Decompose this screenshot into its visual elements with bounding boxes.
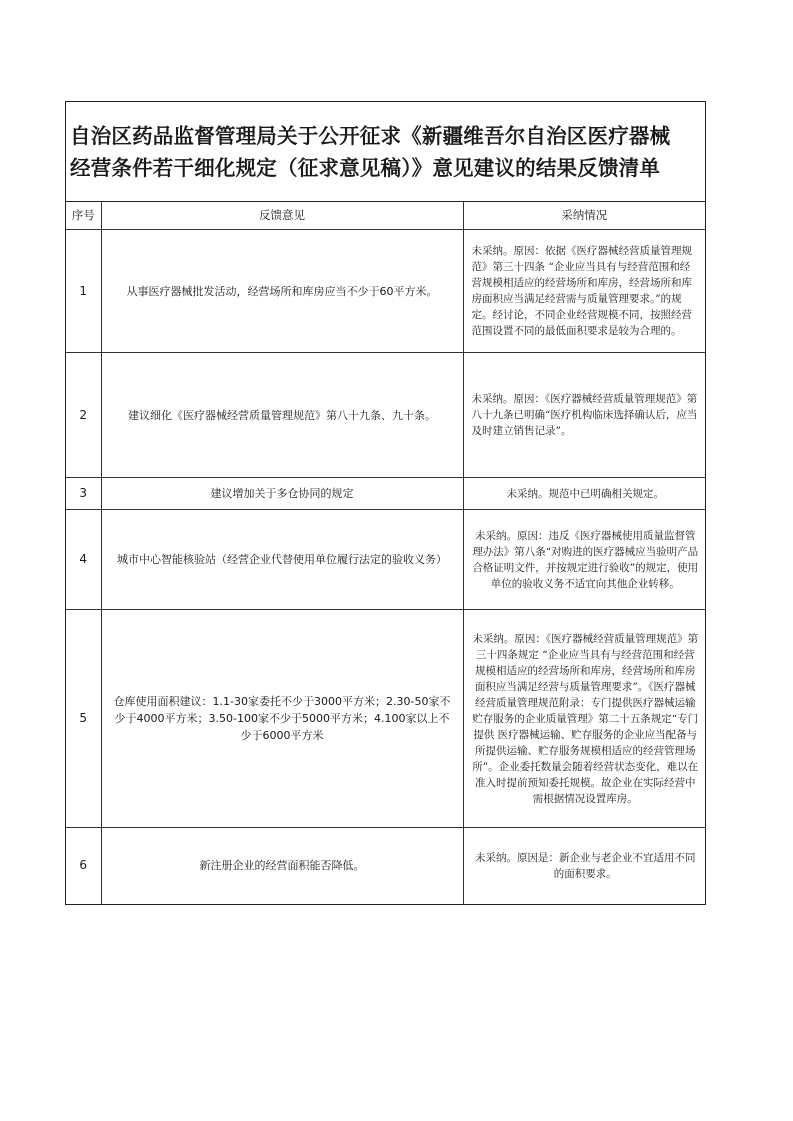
feedback-cell bbox=[101, 353, 463, 478]
row-number: 4 bbox=[66, 510, 101, 610]
table-row bbox=[66, 478, 705, 510]
adoption-cell bbox=[463, 478, 705, 510]
feedback-text: 城市中心智能核验站（经营企业代替使用单位履行法定的验收义务） bbox=[117, 553, 447, 566]
header-no: 序号 bbox=[66, 202, 101, 230]
row-number: 2 bbox=[66, 353, 101, 478]
feedback-table bbox=[66, 202, 705, 904]
feedback-text: 建议增加关于多仓协同的规定 bbox=[210, 487, 354, 500]
row-number: 5 bbox=[66, 610, 101, 828]
feedback-cell bbox=[101, 610, 463, 828]
title-line-1: 自治区药品监督管理局关于公开征求《新疆维吾尔自治区医疗器械 bbox=[70, 123, 671, 148]
feedback-cell bbox=[101, 478, 463, 510]
table-row bbox=[66, 510, 705, 610]
adoption-cell bbox=[463, 353, 705, 478]
table-row bbox=[66, 610, 705, 828]
table-row bbox=[66, 828, 705, 904]
table-row bbox=[66, 353, 705, 478]
adoption-text: 未采纳。规范中已明确相关规定。 bbox=[506, 487, 664, 500]
feedback-cell bbox=[101, 828, 463, 904]
table-row bbox=[66, 230, 705, 353]
adoption-cell bbox=[463, 610, 705, 828]
feedback-cell bbox=[101, 510, 463, 610]
feedback-text: 仓库使用面积建议：1.1-30家委托不少于3000平方米；2.30-50家不少于4000平方米；3.50-100家不少于5000平方米；4.100家以上不少于6000平方米 bbox=[113, 695, 451, 742]
document-title bbox=[66, 102, 705, 202]
adoption-cell bbox=[463, 510, 705, 610]
row-number: 1 bbox=[66, 230, 101, 353]
adoption-text: 未采纳。原因：违反《医疗器械使用质量监督管理办法》第八条“对购进的医疗器械应当验明产品合格证明文件，并按规定进行验收”的规定，使用单位的验收义务不适宜向其他企业转移。 bbox=[472, 529, 699, 590]
header-feedback: 反馈意见 bbox=[101, 202, 463, 230]
feedback-text: 建议细化《医疗器械经营质量管理规范》第八十九条、九十条。 bbox=[128, 408, 436, 422]
feedback-text: 从事医疗器械批发活动，经营场所和库房应当不少于60平方米。 bbox=[126, 284, 438, 298]
feedback-cell bbox=[101, 230, 463, 353]
adoption-cell bbox=[463, 230, 705, 353]
row-number: 3 bbox=[66, 478, 101, 510]
row-number: 6 bbox=[66, 828, 101, 904]
adoption-text: 未采纳。原因：《医疗器械经营质量管理规范》第八十九条已明确“医疗机构临床选择确认后，应当及时建立销售记录”。 bbox=[471, 393, 698, 437]
feedback-document bbox=[65, 101, 706, 905]
feedback-text: 新注册企业的经营面积能否降低。 bbox=[199, 859, 365, 873]
header-adoption: 采纳情况 bbox=[463, 202, 705, 230]
adoption-text: 未采纳。原因是：新企业与老企业不宜适用不同的面积要求。 bbox=[475, 851, 696, 880]
table-header-row bbox=[66, 202, 705, 230]
title-line-2: 经营条件若干细化规定（征求意见稿）》意见建议的结果反馈清单 bbox=[70, 155, 661, 180]
adoption-text: 未采纳。原因：《医疗器械经营质量管理规范》第三十四条规定 “企业应当具有与经营范围和经营规模相适应的经营场所和库房，经营场所和库房面积应当满足经营与质量管理要求”。《医疗器械经营质量管理规范附录：专门提供医疗器械运输贮存服务的企业质量管理》第二十五条规定“专门提供 医疗器械运输、贮存服务的企业应当配备与所提供运输、贮存服务规模相适应的经营管理场所”。企业委托数量会随着经营状态变化，难以在准入时提前预知委托规模。故企业在实际经营中需根据情况设置库房。 bbox=[472, 632, 699, 805]
adoption-cell bbox=[463, 828, 705, 904]
adoption-text: 未采纳。原因：依据《医疗器械经营质量管理规范》第三十四条 “企业应当具有与经营范围和经营规模相适应的经营场所和库房，经营场所和库房面积应当满足经营需与质量管理要求。”的规定。经讨论，不同企业经营规模不同，按照经营范围设置不同的最低面积要求是较为合理的。 bbox=[471, 245, 692, 337]
